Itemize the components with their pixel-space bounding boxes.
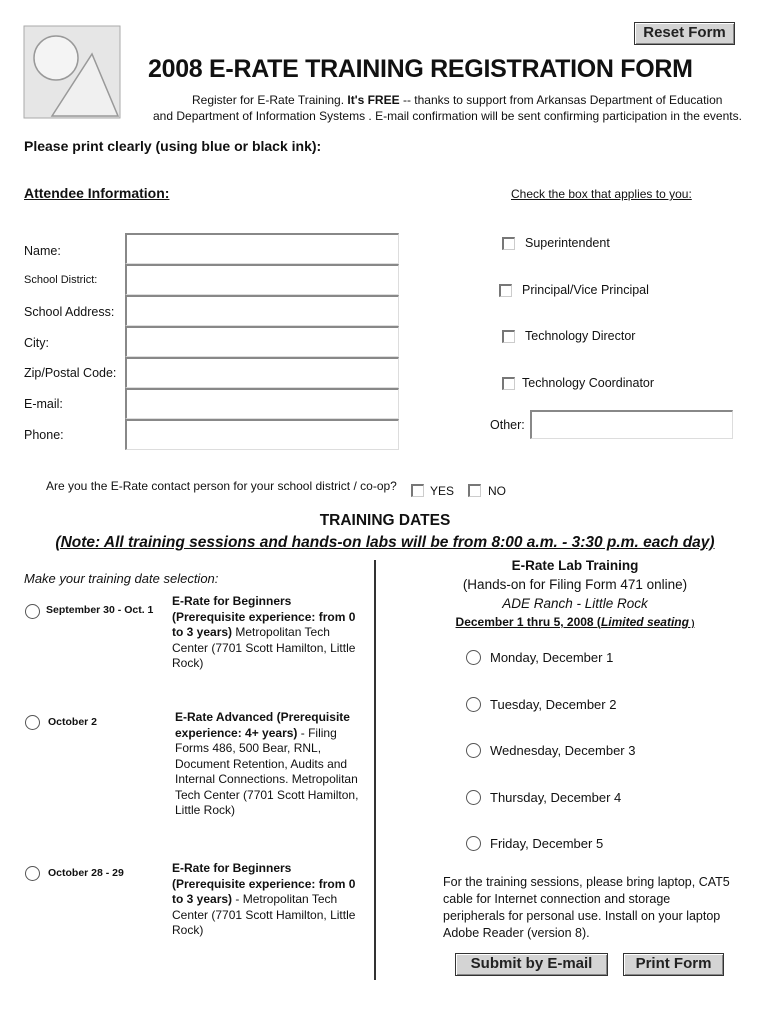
principal-checkbox[interactable]	[499, 284, 512, 297]
session-location: - Metropolitan Tech	[232, 892, 338, 906]
yes-label: YES	[430, 484, 455, 498]
column-divider	[374, 560, 376, 980]
phone-field[interactable]	[125, 419, 399, 450]
technology-coordinator-checkbox[interactable]	[502, 377, 515, 390]
reset-form-button[interactable]: Reset Form	[634, 22, 735, 45]
session-date: October 2	[48, 716, 98, 728]
lab-friday-radio[interactable]	[466, 836, 481, 851]
lab-location: ADE Ranch - Little Rock	[502, 596, 648, 611]
lab-dates-end: )	[688, 618, 695, 628]
attendee-heading: Attendee Information:	[24, 185, 170, 201]
training-dates-heading: TRAINING DATES	[319, 512, 451, 529]
lab-day-label: Friday, December 5	[490, 836, 604, 851]
superintendent-label: Superintendent	[525, 236, 610, 250]
principal-label: Principal/Vice Principal	[522, 283, 649, 297]
check-heading: Check the box that applies to you:	[511, 187, 692, 201]
session-line: Center (7701 Scott Hamilton, Little	[172, 640, 356, 655]
session-prereq: (Prerequisite experience: from 0	[172, 609, 356, 624]
submit-email-button[interactable]: Submit by E-mail	[455, 953, 608, 976]
name-label: Name:	[24, 244, 61, 258]
intro-line-1	[192, 93, 722, 107]
no-label: NO	[488, 484, 506, 498]
session-line: Rock)	[172, 923, 204, 937]
session-prereq-end: to 3 years)	[172, 625, 233, 639]
session-line: Internal Connections. Metropolitan	[175, 772, 358, 786]
logo-placeholder-icon	[22, 24, 122, 120]
session-title: E-Rate for Beginners	[172, 594, 292, 608]
lab-note-line: For the training sessions, please bring laptop, CAT5	[443, 875, 730, 889]
training-note: (Note: All training sessions and hands-on labs will be from 8:00 a.m. - 3:30 p.m. each day)	[55, 534, 715, 551]
session-line-rest: - Filing	[297, 725, 337, 740]
session-location: Metropolitan Tech	[232, 625, 330, 639]
print-form-button[interactable]: Print Form	[623, 953, 724, 976]
yes-checkbox[interactable]	[411, 484, 424, 497]
session-line: Document Retention, Audits and	[175, 756, 348, 771]
intro-free: It's FREE	[347, 93, 400, 107]
lab-note	[443, 874, 768, 942]
intro-line-2: and Department of Information Systems . E-mail confirmation will be sent confirming participation in the events.	[153, 109, 742, 123]
session-oct28-radio[interactable]	[25, 866, 40, 881]
superintendent-checkbox[interactable]	[502, 237, 515, 250]
lab-limited-seating: Limited seating	[600, 615, 689, 629]
session-line: Rock)	[172, 656, 204, 670]
session-sept30-radio[interactable]	[25, 604, 40, 619]
phone-label: Phone:	[24, 428, 64, 442]
other-label: Other:	[490, 418, 525, 432]
lab-note-line: cable for Internet connection and storage	[443, 892, 671, 906]
session-prereq-end: to 3 years)	[172, 892, 233, 906]
lab-monday-radio[interactable]	[466, 650, 481, 665]
session-line: Center (7701 Scott Hamilton, Little	[172, 907, 356, 922]
school-district-label: School District:	[24, 274, 98, 286]
form-title: 2008 E-RATE TRAINING REGISTRATION FORM	[148, 55, 693, 83]
school-address-field[interactable]	[125, 295, 399, 326]
email-label: E-mail:	[24, 397, 63, 411]
session-line: Little Rock)	[175, 803, 236, 817]
intro-text: Register for E-Rate Training.	[192, 93, 348, 107]
lab-day-label: Monday, December 1	[490, 650, 614, 665]
session-line: Forms 486, 500 Bear, RNL,	[175, 741, 322, 755]
session-title: E-Rate Advanced (Prerequisite	[175, 710, 350, 724]
session-prereq: experience: 4+ years)	[175, 725, 298, 740]
contact-question: Are you the E-Rate contact person for your school district / co-op?	[46, 479, 397, 493]
session-description	[172, 594, 372, 672]
city-label: City:	[24, 336, 49, 350]
selection-label: Make your training date selection:	[24, 571, 219, 586]
zip-label: Zip/Postal Code:	[24, 366, 117, 380]
name-field[interactable]	[125, 233, 399, 264]
lab-thursday-radio[interactable]	[466, 790, 481, 805]
lab-subtitle: (Hands-on for Filing Form 471 online)	[462, 577, 688, 592]
session-line	[172, 625, 372, 641]
zip-field[interactable]	[125, 357, 399, 388]
session-line: Tech Center (7701 Scott Hamilton,	[175, 787, 359, 802]
lab-day-label: Thursday, December 4	[490, 790, 622, 805]
session-date: September 30 - Oct. 1	[46, 604, 154, 616]
school-district-field[interactable]	[125, 264, 399, 295]
session-line	[172, 892, 372, 908]
lab-title: E-Rate Lab Training	[511, 558, 639, 573]
session-description	[172, 861, 372, 939]
session-line	[175, 726, 370, 742]
session-prereq: (Prerequisite experience: from 0	[172, 876, 356, 891]
intro-text-2: -- thanks to support from Arkansas Department of Education	[399, 93, 723, 107]
school-address-label: School Address:	[24, 305, 115, 319]
session-description	[175, 710, 370, 819]
lab-dates	[380, 615, 770, 629]
other-field[interactable]	[530, 410, 733, 439]
email-field[interactable]	[125, 388, 399, 419]
lab-dates-text: December 1 thru 5, 2008 (	[455, 615, 601, 629]
lab-day-label: Wednesday, December 3	[490, 743, 636, 758]
no-checkbox[interactable]	[468, 484, 481, 497]
lab-wednesday-radio[interactable]	[466, 743, 481, 758]
lab-note-line: peripherals for personal use. Install on your laptop	[443, 909, 721, 923]
session-oct2-radio[interactable]	[25, 715, 40, 730]
session-date: October 28 - 29	[48, 867, 124, 879]
technology-director-checkbox[interactable]	[502, 330, 515, 343]
technology-director-label: Technology Director	[525, 329, 636, 343]
lab-tuesday-radio[interactable]	[466, 697, 481, 712]
city-field[interactable]	[125, 326, 399, 357]
technology-coordinator-label: Technology Coordinator	[522, 376, 655, 390]
lab-note-line: Adobe Reader (version 8).	[443, 926, 590, 940]
print-note: Please print clearly (using blue or black ink):	[24, 138, 322, 154]
lab-day-label: Tuesday, December 2	[490, 697, 617, 712]
session-title: E-Rate for Beginners	[172, 861, 292, 875]
